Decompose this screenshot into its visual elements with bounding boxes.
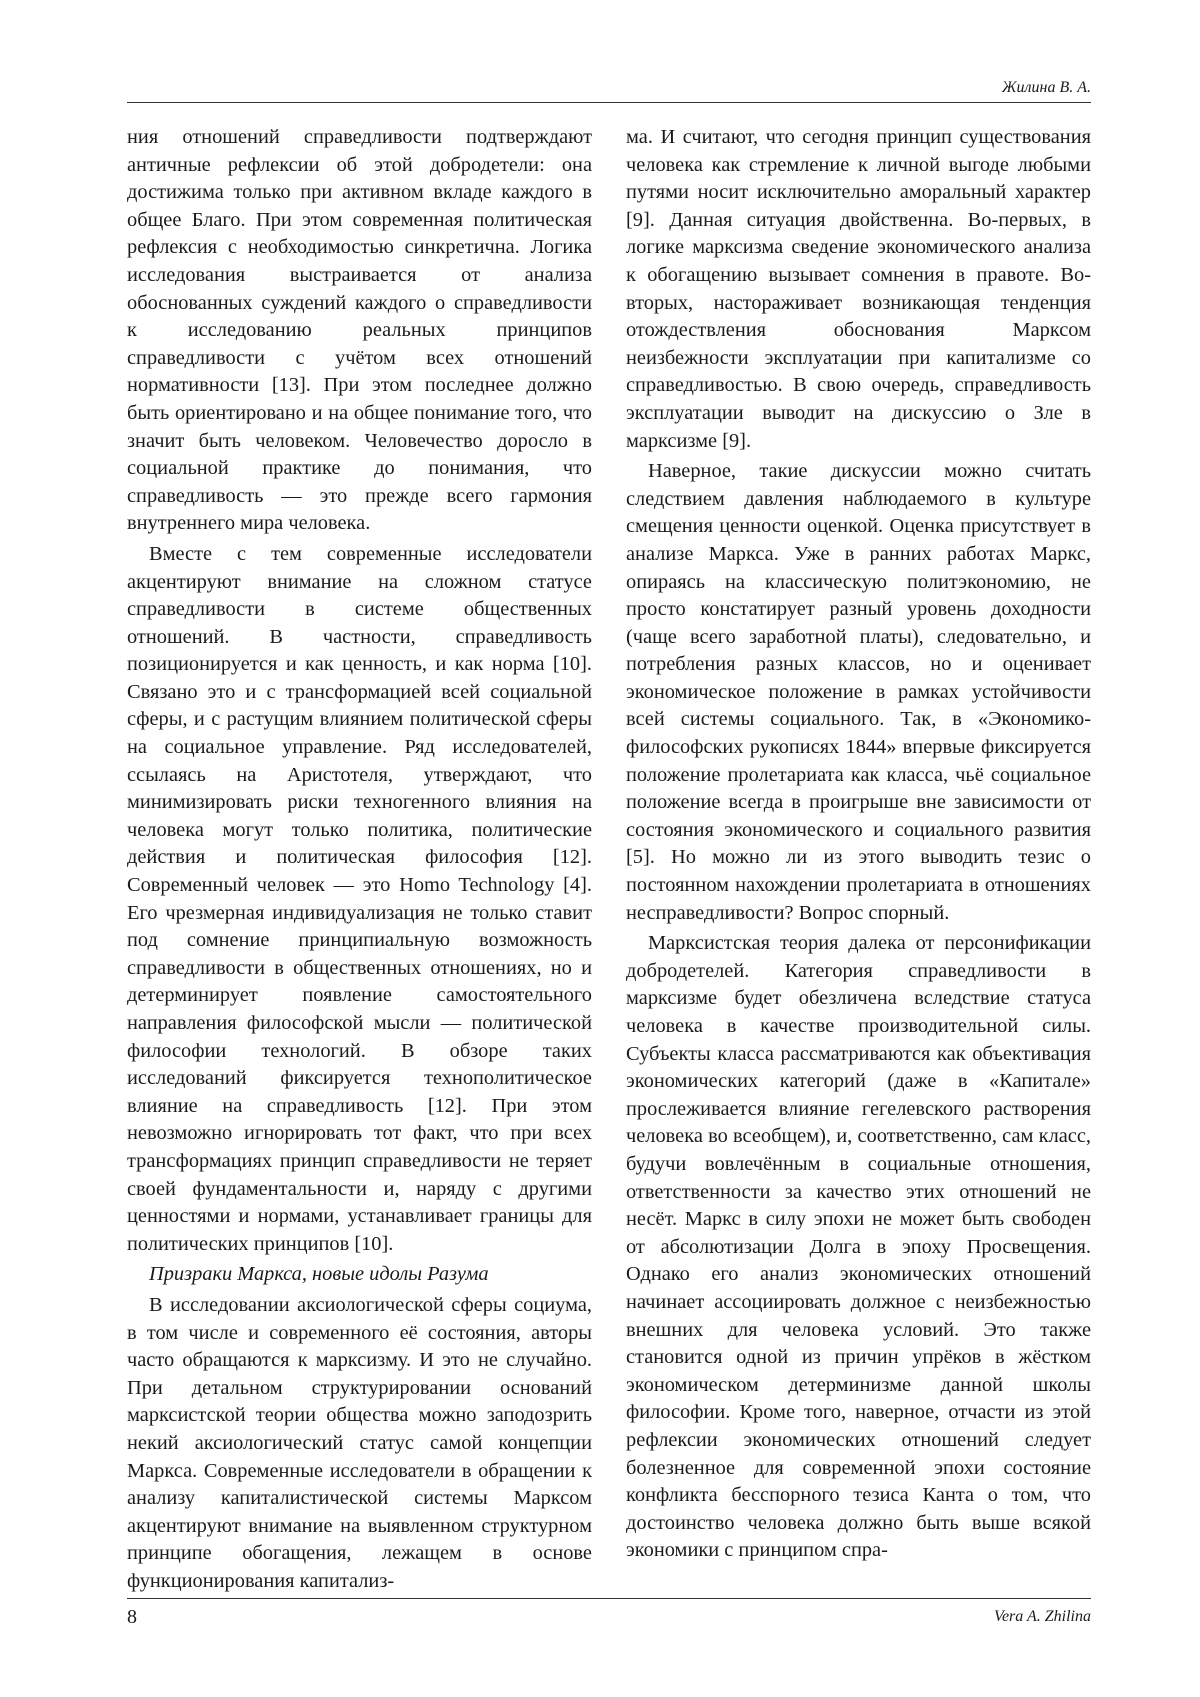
paragraph: В исследовании аксиологической сферы социума, в том числе и современного её состояния, авторы часто обращаются к марксизму. И это не случайно. При детальном структурировании оснований марксистской теории общества можно заподозрить некий аксиологический статус самой концепции Маркса. Современные исследователи в обращении к анализу капиталистической системы Марксом акцентируют внимание на выявленном структурном принципе обогащения, лежащем в основе функционирования капитализ- [127, 1293, 592, 1592]
page-number: 8 [127, 1606, 137, 1628]
running-title: Жилина В. А. [1001, 79, 1091, 96]
left-column [127, 124, 592, 1594]
paragraph: Наверное, такие дискуссии можно считать следствием давления наблюдаемого в культуре смещения ценности оценкой. Оценка присутствует в анализе Маркса. Уже в ранних работах Маркс, опираясь на классическую политэкономию, не просто констатирует разный уровень доходности (чаще всего заработной платы), следовательно, и потребления разных классов, но и оценивает экономическое положение в рамках устойчивости всей системы социального. Так, в «Экономико-философских рукописях 1844» впервые фиксируется положение пролетариата как класса, чьё социальное положение всегда в проигрыше вне зависимости от состояния экономического и социального развития [5]. Но можно ли из этого выводить тезис о постоянном нахождении пролетариата в отношениях несправедливости? Вопрос спорный. [626, 460, 1091, 924]
right-column [626, 124, 1091, 1594]
footer-divider [127, 1598, 1091, 1599]
paragraph: Вместе с тем современные исследователи акцентируют внимание на сложном статусе справедливости в системе общественных отношений. В частности, справедливость позиционируется и как ценность, и как норма [10]. Связано это и с трансформацией всей социальной сферы, и с растущим влиянием политической сферы на социальное управление. Ряд исследователей, ссылаясь на Аристотеля, утверждают, что минимизировать риски техногенного влияния на человека могут только политика, политические действия и политическая философия [12]. Современный человек — это Homo Technology [4]. Его чрезмерная индивидуализация не только ставит под сомнение принципиальную возможность справедливости в общественных отношениях, но и детерминирует появление самостоятельного направления философской мысли — политической философии технологий. В обзоре таких исследований фиксируется технополитическое влияние на справедливость [12]. При этом невозможно игнорировать тот факт, что при всех трансформациях принцип справедливости не теряет своей фундаментальности и, наряду с другими ценностями и нормами, устанавливает границы для политических принципов [10]. [127, 542, 592, 1255]
running-head [127, 78, 1091, 103]
footer-author: Vera A. Zhilina [993, 1608, 1091, 1625]
paragraph: Марксистская теория далека от персонификации добродетелей. Категория справедливости в марксизме будет обезличена вследствие статуса человека в качестве производительной силы. Субъекты класса рассматриваются как объективация экономических категорий (даже в «Капитале» прослеживается влияние гегелевского растворения человека во всеобщем), и, соответственно, сам класс, будучи вовлечённым в социальные отношения, ответственности за качество этих отношений не несёт. Маркс в силу эпохи не может быть свободен от абсолютизации Долга в эпоху Просвещения. Однако его анализ экономических отношений начинает ассоциировать должное с неизбежностью внешних для человека условий. Это также становится одной из причин упрёков в жёстком экономическом детерминизме данной школы философии. Кроме того, наверное, отчасти из этой рефлексии экономических отношений следует болезненное для современной эпохи состояние конфликта бесспорного тезиса Канта о том, что достоинство человека должно быть выше всякой экономики с принципом спра- [626, 932, 1091, 1562]
paragraph: ма. И считают, что сегодня принцип существования человека как стремление к личной выгоде любыми путями носит исключительно аморальный характер [9]. Данная ситуация двойственна. Во-первых, в логике марксизма сведение экономического анализа к обогащению вызывает сомнения в правоте. Во-вторых, настораживает возникающая тенденция отождествления обоснования Марксом неизбежности эксплуатации при капитализме со справедливостью. В свою очередь, справедливость эксплуатации выводит на дискуссию о Зле в марксизме [9]. [626, 126, 1091, 452]
paragraph: ния отношений справедливости подтверждают античные рефлексии об этой добродетели: она достижима только при активном вкладе каждого в общее Благо. При этом современная политическая рефлексия с необходимостью синкретична. Логика исследования выстраивается от анализа обоснованных суждений каждого о справедливости к исследованию реальных принципов справедливости с учётом всех отношений нормативности [13]. При этом последнее должно быть ориентировано и на общее понимание того, что значит быть человеком. Человечество доросло в социальной практике до понимания, что справедливость — это прежде всего гармония внутреннего мира человека. [127, 126, 592, 535]
article-body [127, 124, 1091, 1594]
section-subheading: Призраки Маркса, новые идолы Разума [149, 1263, 489, 1286]
